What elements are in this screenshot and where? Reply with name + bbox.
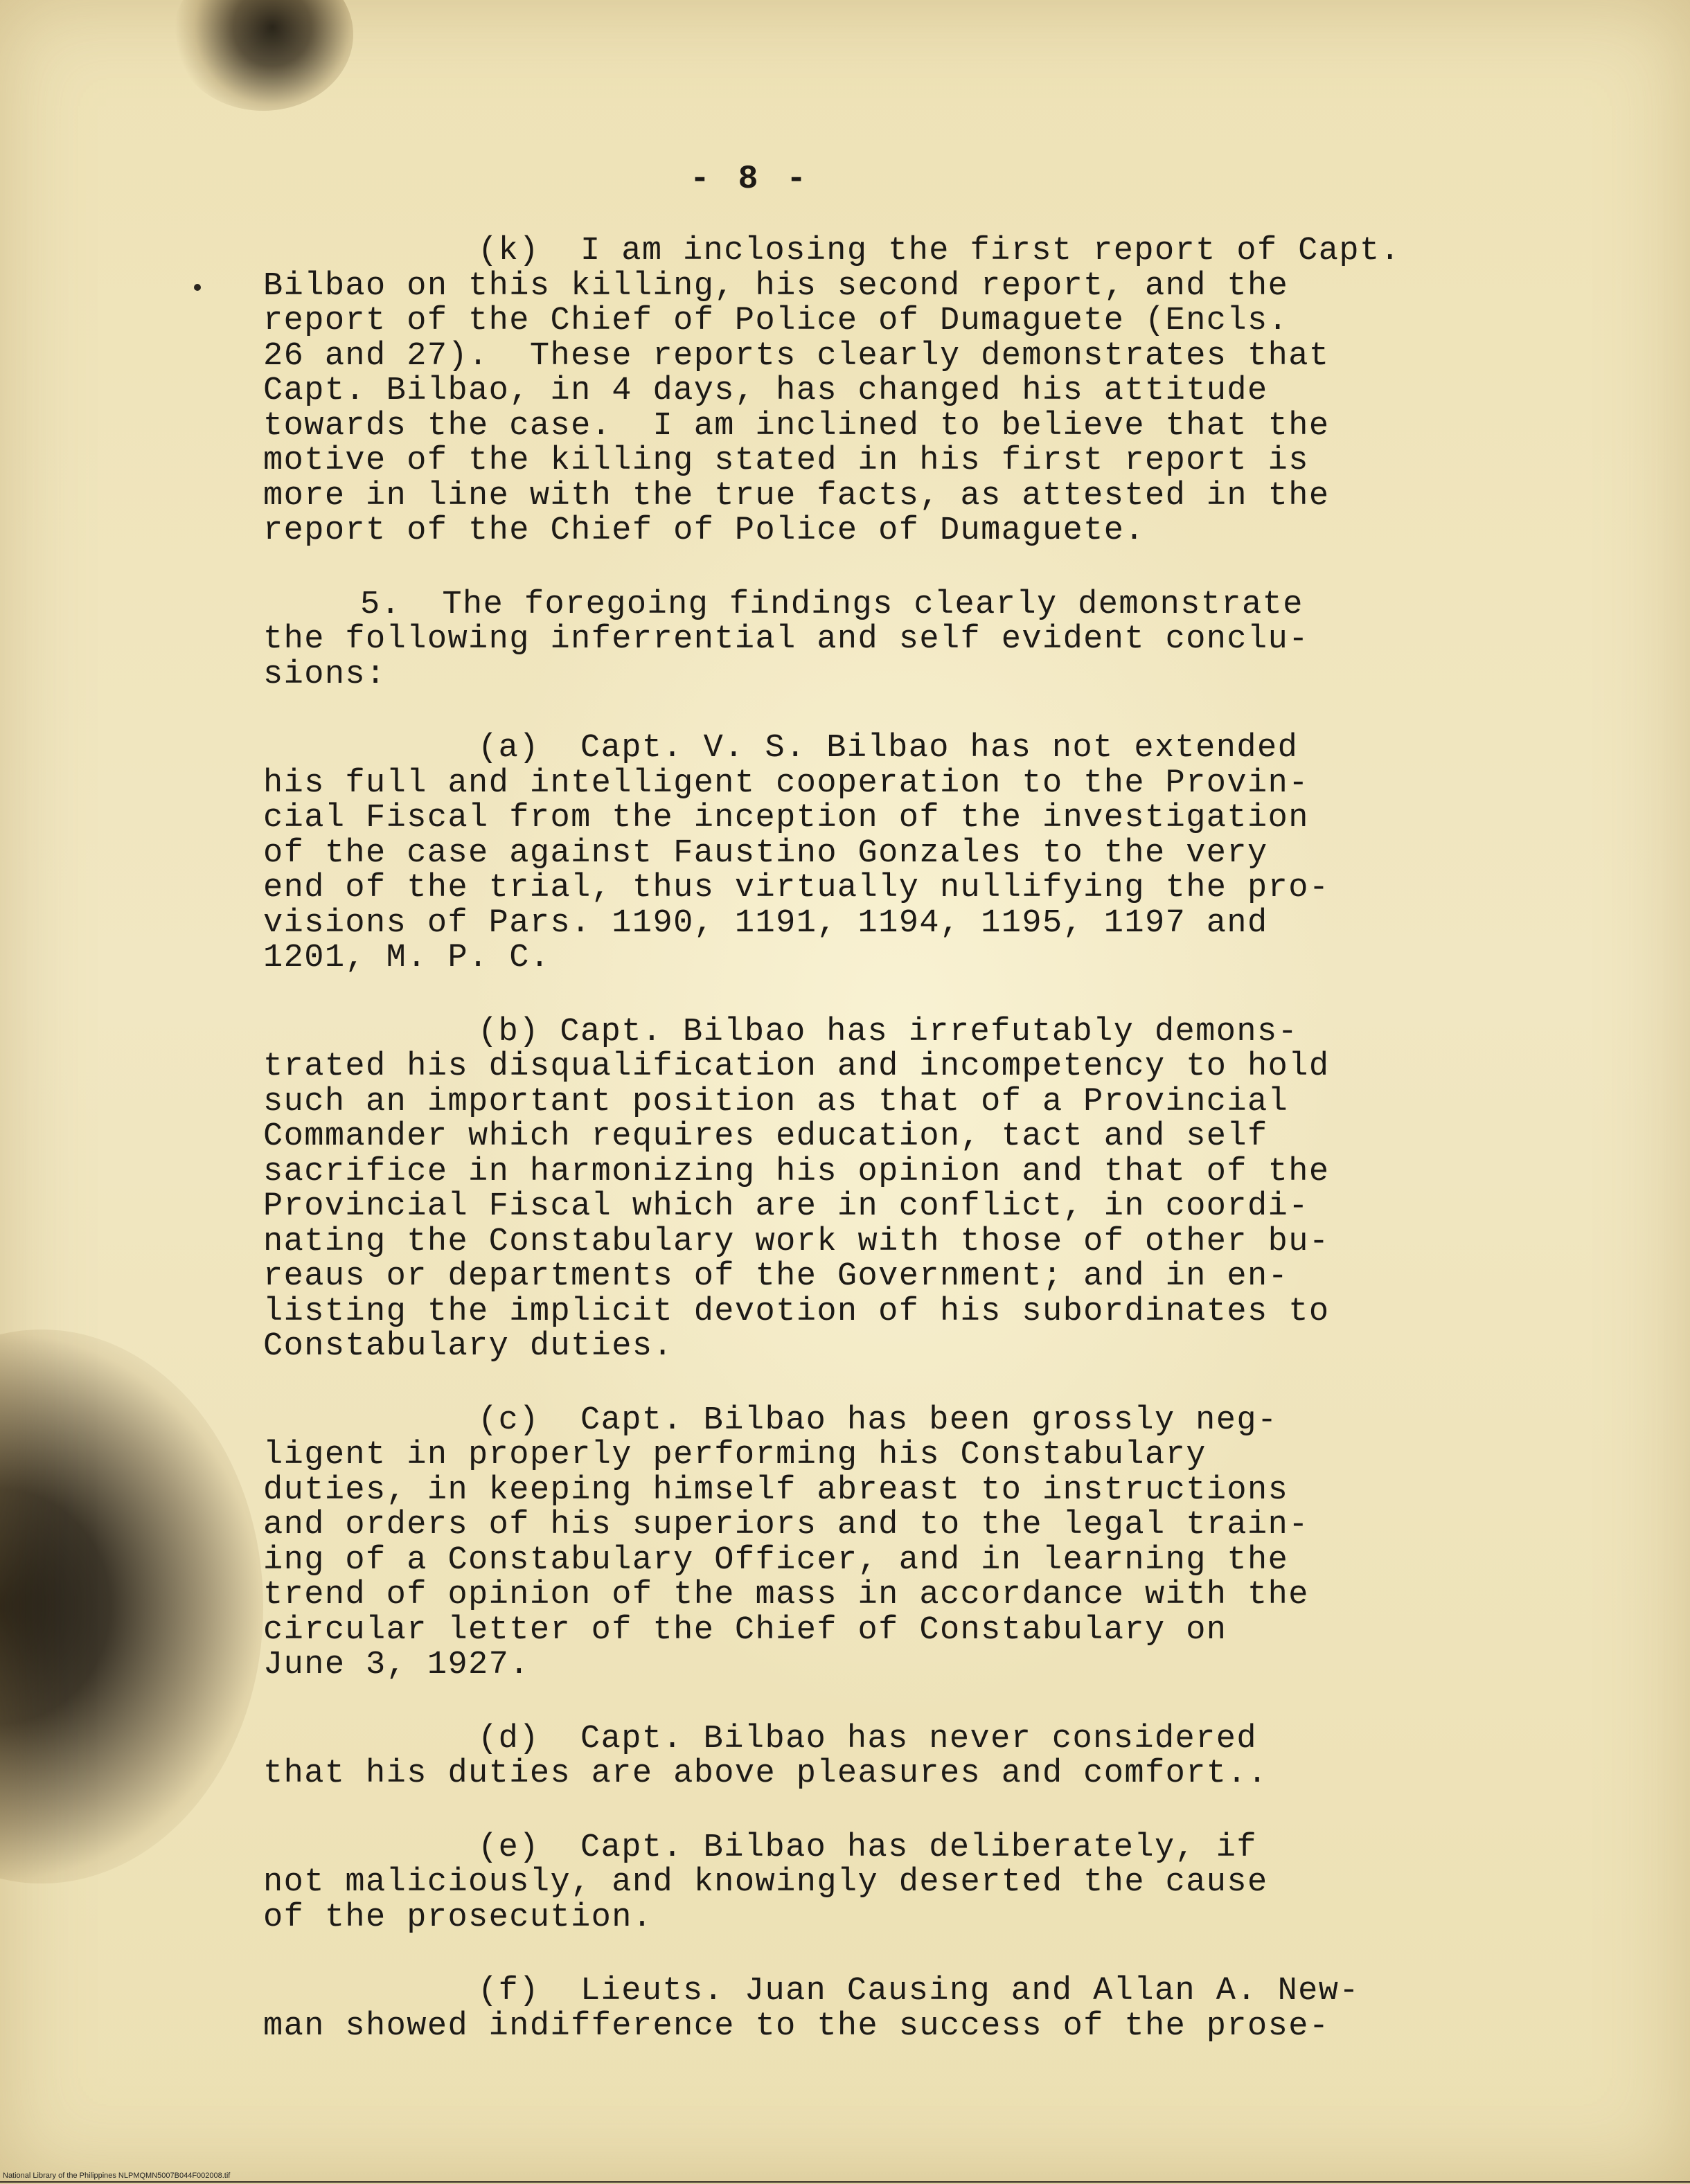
text-line: the following inferrential and self evident conclu- (263, 621, 1309, 658)
text-line: sions: (263, 656, 386, 693)
paragraph-f (263, 1974, 1399, 2044)
text-line: more in line with the true facts, as attested in the (263, 477, 1330, 514)
text-line: of the prosecution. (263, 1899, 653, 1936)
paragraph-e (263, 1831, 1399, 1936)
text-line: motive of the killing stated in his first report is (263, 442, 1309, 479)
text-line: sacrifice in harmonizing his opinion and that of the (263, 1153, 1330, 1190)
text-line: visions of Pars. 1190, 1191, 1194, 1195, 1197 and (263, 904, 1268, 942)
paragraph-d (263, 1722, 1399, 1792)
paragraph-a (263, 731, 1399, 976)
text-line: and orders of his superiors and to the legal train- (263, 1507, 1309, 1543)
text-line: his full and intelligent cooperation to the Provin- (263, 764, 1309, 802)
paragraph-c (263, 1404, 1399, 1683)
text-line: cial Fiscal from the inception of the investigation (263, 800, 1309, 836)
text-line: duties, in keeping himself abreast to instructions (263, 1471, 1289, 1509)
archive-caption: National Library of the Philippines NLPMQMN5007B044F002008.tif (3, 2172, 231, 2180)
text-line: not maliciously, and knowingly deserted the cause (263, 1864, 1268, 1901)
text-line: end of the trial, thus virtually nullifying the pro- (263, 870, 1330, 906)
text-line: (e) Capt. Bilbao has deliberately, if (478, 1829, 1257, 1866)
text-line: (d) Capt. Bilbao has never considered (478, 1720, 1257, 1757)
text-line: listing the implicit devotion of his subordinates to (263, 1293, 1330, 1330)
text-line: such an important position as that of a Provincial (263, 1083, 1289, 1120)
text-line: (c) Capt. Bilbao has been grossly neg- (478, 1402, 1278, 1439)
text-line: 5. The foregoing findings clearly demonstrate (360, 586, 1304, 623)
text-line: circular letter of the Chief of Constabulary on (263, 1611, 1227, 1649)
text-line: Capt. Bilbao, in 4 days, has changed his attitude (263, 373, 1268, 409)
text-line: man showed indifference to the success of the prose- (263, 2007, 1330, 2045)
text-line: towards the case. I am inclined to believe that the (263, 407, 1330, 445)
paragraph-k (263, 234, 1399, 549)
text-line: Bilbao on this killing, his second report, and the (263, 267, 1289, 305)
text-line: that his duties are above pleasures and comfort.. (263, 1755, 1268, 1792)
text-line: of the case against Faustino Gonzales to the very (263, 834, 1268, 872)
text-line: (k) I am inclosing the first report of Capt. (478, 233, 1401, 269)
text-line: ing of a Constabulary Officer, and in learning the (263, 1541, 1289, 1579)
scan-bottom-border (0, 2181, 1690, 2183)
text-line: 1201, M. P. C. (263, 940, 551, 976)
text-line: June 3, 1927. (263, 1647, 530, 1683)
text-line: Constabulary duties. (263, 1328, 674, 1365)
text-line: 26 and 27). These reports clearly demonstrates that (263, 337, 1330, 375)
text-line: Commander which requires education, tact and self (263, 1118, 1268, 1155)
text-line: ligent in properly performing his Constabulary (263, 1437, 1207, 1474)
margin-dot-mark (194, 284, 201, 291)
text-line: report of the Chief of Police of Dumaguete. (263, 512, 1145, 549)
text-line: reaus or departments of the Government; and in en- (263, 1258, 1289, 1295)
text-line: (f) Lieuts. Juan Causing and Allan A. New- (478, 1973, 1360, 2010)
text-line: (a) Capt. V. S. Bilbao has not extended (478, 730, 1299, 767)
page-number: - 8 - (689, 161, 811, 198)
text-line: trend of opinion of the mass in accordance with the (263, 1577, 1309, 1613)
text-line: report of the Chief of Police of Dumaguete (Encls. (263, 303, 1289, 339)
text-line: Provincial Fiscal which are in conflict, in coordi- (263, 1188, 1309, 1225)
text-line: trated his disqualification and incompetency to hold (263, 1048, 1330, 1085)
paragraph-5 (263, 588, 1399, 693)
paragraph-b (263, 1015, 1399, 1365)
document-body (263, 234, 1399, 2083)
text-line: nating the Constabulary work with those of other bu- (263, 1223, 1330, 1260)
text-line: (b) Capt. Bilbao has irrefutably demons- (478, 1013, 1299, 1050)
